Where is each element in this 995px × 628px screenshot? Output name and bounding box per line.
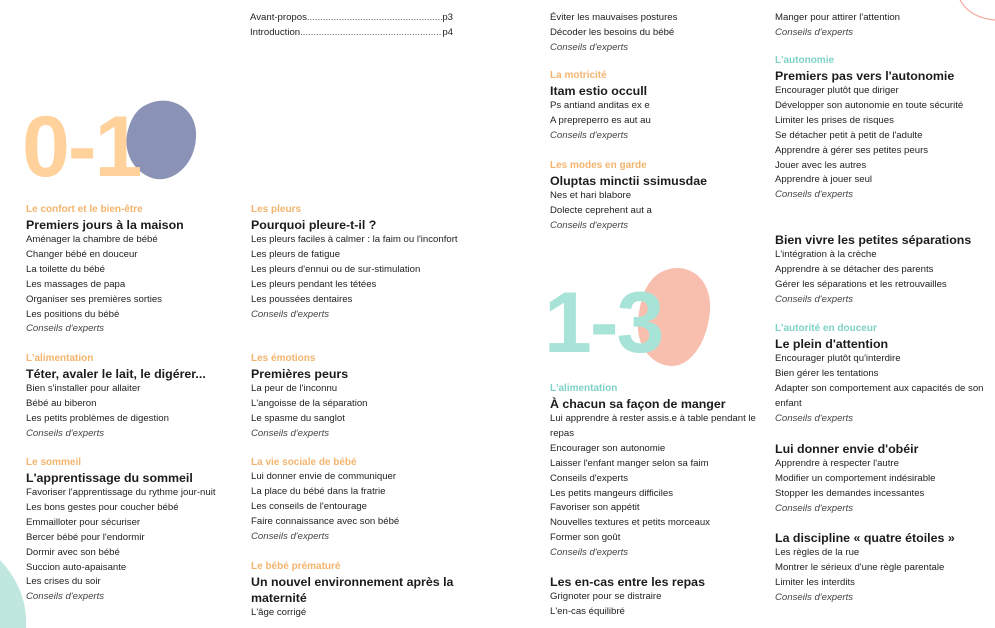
toc-entry[interactable]: Stopper les demandes incessantes — [775, 487, 925, 499]
section-postures-cont — [550, 11, 765, 56]
section-autonomie — [775, 54, 990, 203]
toc-entry[interactable]: Conseils d'experts — [550, 472, 629, 484]
toc-entry[interactable]: Former son goût — [550, 532, 621, 544]
section-title[interactable]: À chacun sa façon de manger — [550, 397, 726, 411]
toc-entry[interactable]: Encourager plutôt qu'interdire — [775, 353, 901, 364]
toc-entry[interactable]: Les pleurs d'ennui ou de sur-stimulation — [251, 263, 421, 275]
age-badge-0-1: 0-1 — [22, 99, 141, 195]
toc-entry[interactable]: L'âge corrigé — [251, 607, 307, 618]
section-title[interactable]: Les en-cas entre les repas — [550, 575, 705, 589]
section-title[interactable]: Oluptas minctii ssimusdae — [550, 174, 707, 188]
toc-entry[interactable]: La toilette du bébé — [26, 263, 105, 275]
toc-entry[interactable]: Les petits mangeurs difficiles — [550, 487, 674, 499]
experts-link[interactable]: Conseils d'experts — [26, 427, 105, 439]
section-category: L'alimentation — [550, 383, 618, 394]
section-title[interactable]: Le plein d'attention — [775, 337, 889, 351]
experts-link[interactable]: Conseils d'experts — [251, 308, 330, 320]
experts-link[interactable]: Conseils d'experts — [550, 129, 629, 141]
toc-row[interactable]: Introduction ..... p4 — [250, 25, 453, 40]
section-confort — [26, 203, 241, 337]
experts-link[interactable]: Conseils d'experts — [775, 591, 854, 603]
experts-link[interactable]: Conseils d'experts — [775, 412, 854, 424]
toc-entry[interactable]: Adapter son comportement aux capacités de son enfant — [775, 382, 984, 409]
toc-entry[interactable]: Apprendre à respecter l'autre — [775, 458, 899, 469]
toc-entry[interactable]: Faire connaissance avec son bébé — [251, 515, 400, 527]
experts-link[interactable]: Conseils d'experts — [550, 547, 629, 559]
toc-entry[interactable]: L'en-cas équilibré — [550, 605, 625, 617]
experts-link[interactable]: Conseils d'experts — [251, 530, 330, 542]
toc-entry[interactable]: Bien gérer les tentations — [775, 367, 879, 379]
toc-entry[interactable]: Nouvelles textures et petits morceaux — [550, 517, 710, 529]
toc-row[interactable]: Avant-propos ..... p3 — [250, 10, 453, 25]
toc-entry[interactable]: Limiter les interdits — [775, 576, 855, 588]
experts-link[interactable]: Conseils d'experts — [26, 591, 105, 603]
age-badge-1-3: 1-3 — [544, 275, 663, 371]
toc-entry[interactable]: Apprendre à jouer seul — [775, 174, 873, 186]
section-sommeil — [26, 456, 241, 605]
toc-entry[interactable]: Aménager la chambre de bébé — [26, 234, 158, 245]
toc-entry[interactable]: Grignoter pour se distraire — [550, 591, 662, 602]
section-attention-cont — [775, 11, 990, 41]
toc-entry[interactable]: La place du bébé dans la fratrie — [251, 485, 386, 497]
section-category: L'autorité en douceur — [775, 323, 877, 334]
section-pleurs — [251, 203, 466, 322]
toc-entry[interactable]: Nes et hari blabore — [550, 190, 632, 201]
experts-link[interactable]: Conseils d'experts — [26, 323, 105, 335]
section-title[interactable]: L'apprentissage du sommeil — [26, 471, 193, 485]
toc-entry[interactable]: Succion auto-apaisante — [26, 561, 127, 573]
toc-entry[interactable]: Encourager son autonomie — [550, 442, 666, 454]
toc-entry[interactable]: Le spasme du sanglot — [251, 412, 345, 424]
toc-entry[interactable]: Les bons gestes pour coucher bébé — [26, 501, 179, 513]
section-title[interactable]: Premières peurs — [251, 367, 349, 381]
toc — [250, 10, 453, 40]
section-autorite — [775, 322, 990, 427]
toc-entry[interactable]: Organiser ses premières sorties — [26, 293, 162, 305]
section-category: Les émotions — [251, 353, 316, 364]
section-category: Le bébé prématuré — [251, 561, 341, 572]
toc-entry[interactable]: Se détacher petit à petit de l'adulte — [775, 129, 923, 141]
section-alimentation-0-1 — [26, 352, 241, 442]
toc-entry[interactable]: Lui apprendre à rester assis.e à table pendant le repas — [550, 413, 756, 439]
experts-link[interactable]: Conseils d'experts — [775, 293, 854, 305]
experts-link[interactable]: Conseils d'experts — [775, 26, 854, 38]
section-emotions — [251, 352, 466, 442]
toc-entry[interactable]: Les crises du soir — [26, 576, 101, 588]
toc-entry[interactable]: Apprendre à se détacher des parents — [775, 263, 934, 275]
toc-entry[interactable]: Les conseils de l'entourage — [251, 500, 367, 512]
section-modes-garde — [550, 159, 765, 234]
toc-entry[interactable]: Les positions du bébé — [26, 308, 120, 320]
experts-link[interactable]: Conseils d'experts — [550, 41, 629, 53]
toc-entry[interactable]: Dolecte ceprehent aut a — [550, 204, 652, 216]
toc-entry[interactable]: L'intégration à la crèche — [775, 249, 877, 260]
toc-entry[interactable]: Favoriser son appétit — [550, 502, 640, 514]
toc-entry[interactable]: Changer bébé en douceur — [26, 248, 138, 260]
section-separations — [775, 232, 990, 308]
experts-link[interactable]: Conseils d'experts — [550, 219, 629, 231]
section-title[interactable]: La discipline « quatre étoiles » — [775, 531, 955, 545]
toc-entry[interactable]: Dormir avec son bébé — [26, 546, 120, 558]
section-category: Le sommeil — [26, 457, 82, 468]
toc-entry[interactable]: Les petits problèmes de digestion — [26, 412, 169, 424]
toc-entry[interactable]: Les poussées dentaires — [251, 293, 353, 305]
toc-entry[interactable]: Lui donner envie de communiquer — [251, 471, 397, 482]
section-alimentation-1-3 — [550, 382, 765, 561]
toc-entry[interactable]: Bébé au biberon — [26, 397, 97, 409]
toc-entry[interactable]: Favoriser l'apprentissage du rythme jour-nuit — [26, 487, 216, 498]
toc-entry[interactable]: Bien s'installer pour allaiter — [26, 383, 141, 394]
toc-entry[interactable]: Manger pour attirer l'attention — [775, 12, 901, 23]
section-en-cas — [550, 574, 765, 620]
toc-entry[interactable]: Gérer les séparations et les retrouvailles — [775, 278, 947, 290]
section-title[interactable]: Itam estio occull — [550, 84, 648, 98]
experts-link[interactable]: Conseils d'experts — [775, 502, 854, 514]
section-vie-sociale — [251, 456, 466, 545]
toc-entry[interactable]: Les règles de la rue — [775, 547, 860, 558]
toc-entry[interactable]: Emmailloter pour sécuriser — [26, 516, 141, 528]
section-title[interactable]: Premiers pas vers l'autonomie — [775, 69, 955, 83]
experts-link[interactable]: Conseils d'experts — [251, 427, 330, 439]
section-category: L'alimentation — [26, 353, 94, 364]
section-premature — [251, 560, 466, 621]
section-discipline — [775, 530, 990, 606]
toc-entry[interactable]: Les pleurs pendant les tétées — [251, 278, 377, 290]
section-obeir — [775, 441, 990, 517]
section-category: L'autonomie — [775, 55, 835, 66]
section-title[interactable]: Bien vivre les petites séparations — [775, 233, 972, 247]
toc-entry[interactable]: Limiter les prises de risques — [775, 114, 894, 126]
toc-entry[interactable]: Laisser l'enfant manger selon sa faim — [550, 457, 709, 469]
toc-entry[interactable]: Développer son autonomie en toute sécurité — [775, 99, 964, 111]
section-category: La motricité — [550, 70, 607, 81]
toc-entry[interactable]: Décoder les besoins du bébé — [550, 26, 675, 38]
toc-entry[interactable]: Éviter les mauvaises postures — [550, 12, 678, 23]
toc-entry[interactable]: Ps antiand anditas ex e — [550, 100, 650, 111]
toc-entry[interactable]: Les pleurs faciles à calmer : la faim ou l'inconfort — [251, 234, 458, 245]
toc-entry[interactable]: Apprendre à gérer ses petites peurs — [775, 144, 929, 156]
section-title[interactable]: Téter, avaler le lait, le digérer... — [26, 367, 206, 381]
toc-entry[interactable]: Les massages de papa — [26, 278, 126, 290]
toc-entry[interactable]: Jouer avec les autres — [775, 159, 867, 171]
section-category: Les pleurs — [251, 204, 302, 215]
section-category: La vie sociale de bébé — [251, 457, 357, 468]
toc-entry[interactable]: A prepreperro es aut au — [550, 114, 651, 126]
toc-entry[interactable]: Modifier un comportement indésirable — [775, 472, 936, 484]
section-title[interactable]: Un nouvel environnement après la maternité — [251, 575, 454, 605]
section-category: Le confort et le bien-être — [26, 204, 143, 215]
toc-entry[interactable]: Bercer bébé pour l'endormir — [26, 531, 145, 543]
section-title[interactable]: Premiers jours à la maison — [26, 218, 184, 232]
section-title[interactable]: Lui donner envie d'obéir — [775, 442, 919, 456]
section-category: Les modes en garde — [550, 160, 647, 171]
section-title[interactable]: Pourquoi pleure-t-il ? — [251, 218, 377, 232]
section-motricite — [550, 69, 765, 144]
toc-entry[interactable]: La peur de l'inconnu — [251, 383, 338, 394]
toc-entry[interactable]: Montrer le sérieux d'une règle parentale — [775, 561, 945, 573]
toc-entry[interactable]: Encourager plutôt que diriger — [775, 85, 899, 96]
toc-entry[interactable]: Les pleurs de fatigue — [251, 248, 341, 260]
experts-link[interactable]: Conseils d'experts — [775, 189, 854, 201]
toc-entry[interactable]: L'angoisse de la séparation — [251, 397, 368, 409]
